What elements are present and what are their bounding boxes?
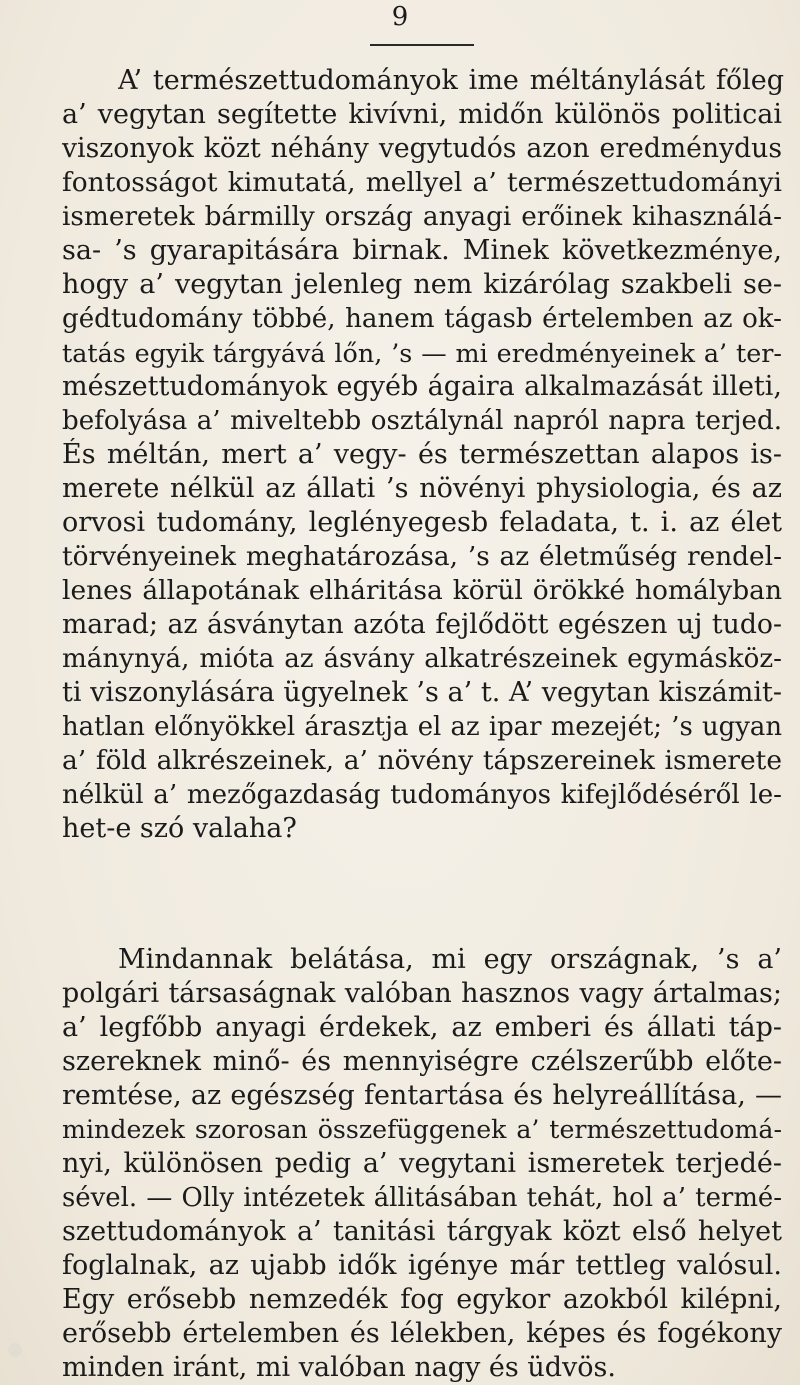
page-number: 9 (391, 2, 409, 32)
text-line: remtése, az egészség fentartása és helyreállítása, — (62, 1080, 782, 1111)
text-line: sével. — Olly intézetek állitásában tehát, hol a’ termé- (62, 1183, 782, 1213)
text-line: het-e szó valaha? (62, 813, 297, 844)
text-line: szettudományok a’ tanitási tárgyak közt első helyet (62, 1216, 782, 1247)
text-line: viszonyok közt néhány vegytudós azon eredménydus (62, 133, 782, 164)
text-line: lenes állapotának elháritása körül örökké homályban (62, 575, 782, 606)
text-line: fontosságot kimutatá, mellyel a’ természettudományi (62, 167, 782, 198)
text-line: És méltán, mert a’ vegy- és természettan alapos is- (62, 439, 782, 470)
text-line: mészettudományok egyéb ágaira alkalmazását illeti, (62, 371, 782, 402)
text-line: Egy erősebb nemzedék fog egykor azokból kilépni, (62, 1284, 782, 1315)
text-line: a’ föld alkrészeinek, a’ növény tápszereinek ismerete (62, 745, 782, 776)
text-line: marad; az ásványtan azóta fejlődött egészen uj tudo- (62, 609, 782, 640)
text-line: nyi, különösen pedig a’ vegytani ismeretek terjedé- (62, 1148, 782, 1179)
text-line: hogy a’ vegytan jelenleg nem kizárólag szakbeli se- (62, 269, 782, 300)
text-line: merete nélkül az állati ’s növényi physiologia, és az (62, 473, 782, 504)
text-line: ismeretek bármilly ország anyagi erőinek kihasználá- (62, 202, 782, 232)
text-line: tatás egyik tárgyává lőn, ’s — mi eredményeinek a’ ter- (62, 338, 782, 368)
text-line: a’ legfőbb anyagi érdekek, az emberi és állati táp- (62, 1012, 782, 1043)
text-line: gédtudomány többé, hanem tágasb értelemben az ok- (62, 304, 782, 334)
text-line: szereknek minő- és mennyiségre czélszerűbb előte- (62, 1046, 782, 1077)
text-line: polgári társaságnak valóban hasznos vagy ártalmas; (62, 978, 782, 1009)
text-line: erősebb értelemben és lélekben, képes és fogékony (62, 1318, 782, 1349)
text-line: minden iránt, mi valóban nagy és üdvös. (62, 1352, 616, 1383)
text-line: orvosi tudomány, leglényegesb feladata, t. i. az élet (62, 507, 782, 538)
page-blemish (8, 1343, 22, 1357)
text-line: törvényeinek meghatározása, ’s az életműség rendel- (62, 542, 782, 572)
header-rule (370, 44, 474, 46)
text-line: A’ természettudományok ime méltánylását főleg (118, 65, 784, 96)
text-line: befolyása a’ miveltebb osztálynál napról napra terjed. (62, 406, 782, 436)
text-line: mánynyá, mióta az ásvány alkatrészeinek egymásköz- (62, 644, 782, 674)
text-line: nélkül a’ mezőgazdaság tudományos kifejlődéséről le- (62, 780, 782, 810)
text-line: foglalnak, az ujabb idők igénye már tettleg valósul. (62, 1250, 782, 1281)
text-line: hatlan előnyökkel árasztja el az ipar mezejét; ’s ugyan (62, 712, 782, 742)
text-line: Mindannak belátása, mi egy országnak, ’s a’ (118, 944, 782, 975)
text-line: sa- ’s gyarapitására birnak. Minek következménye, (62, 235, 782, 266)
text-line: mindezek szorosan összefüggenek a’ természettudomá- (62, 1115, 782, 1144)
text-line: ti viszonylására ügyelnek ’s a’ t. A’ vegytan kiszámit- (62, 677, 782, 708)
text-line: a’ vegytan segítette kivívni, midőn különös politicai (62, 99, 782, 130)
